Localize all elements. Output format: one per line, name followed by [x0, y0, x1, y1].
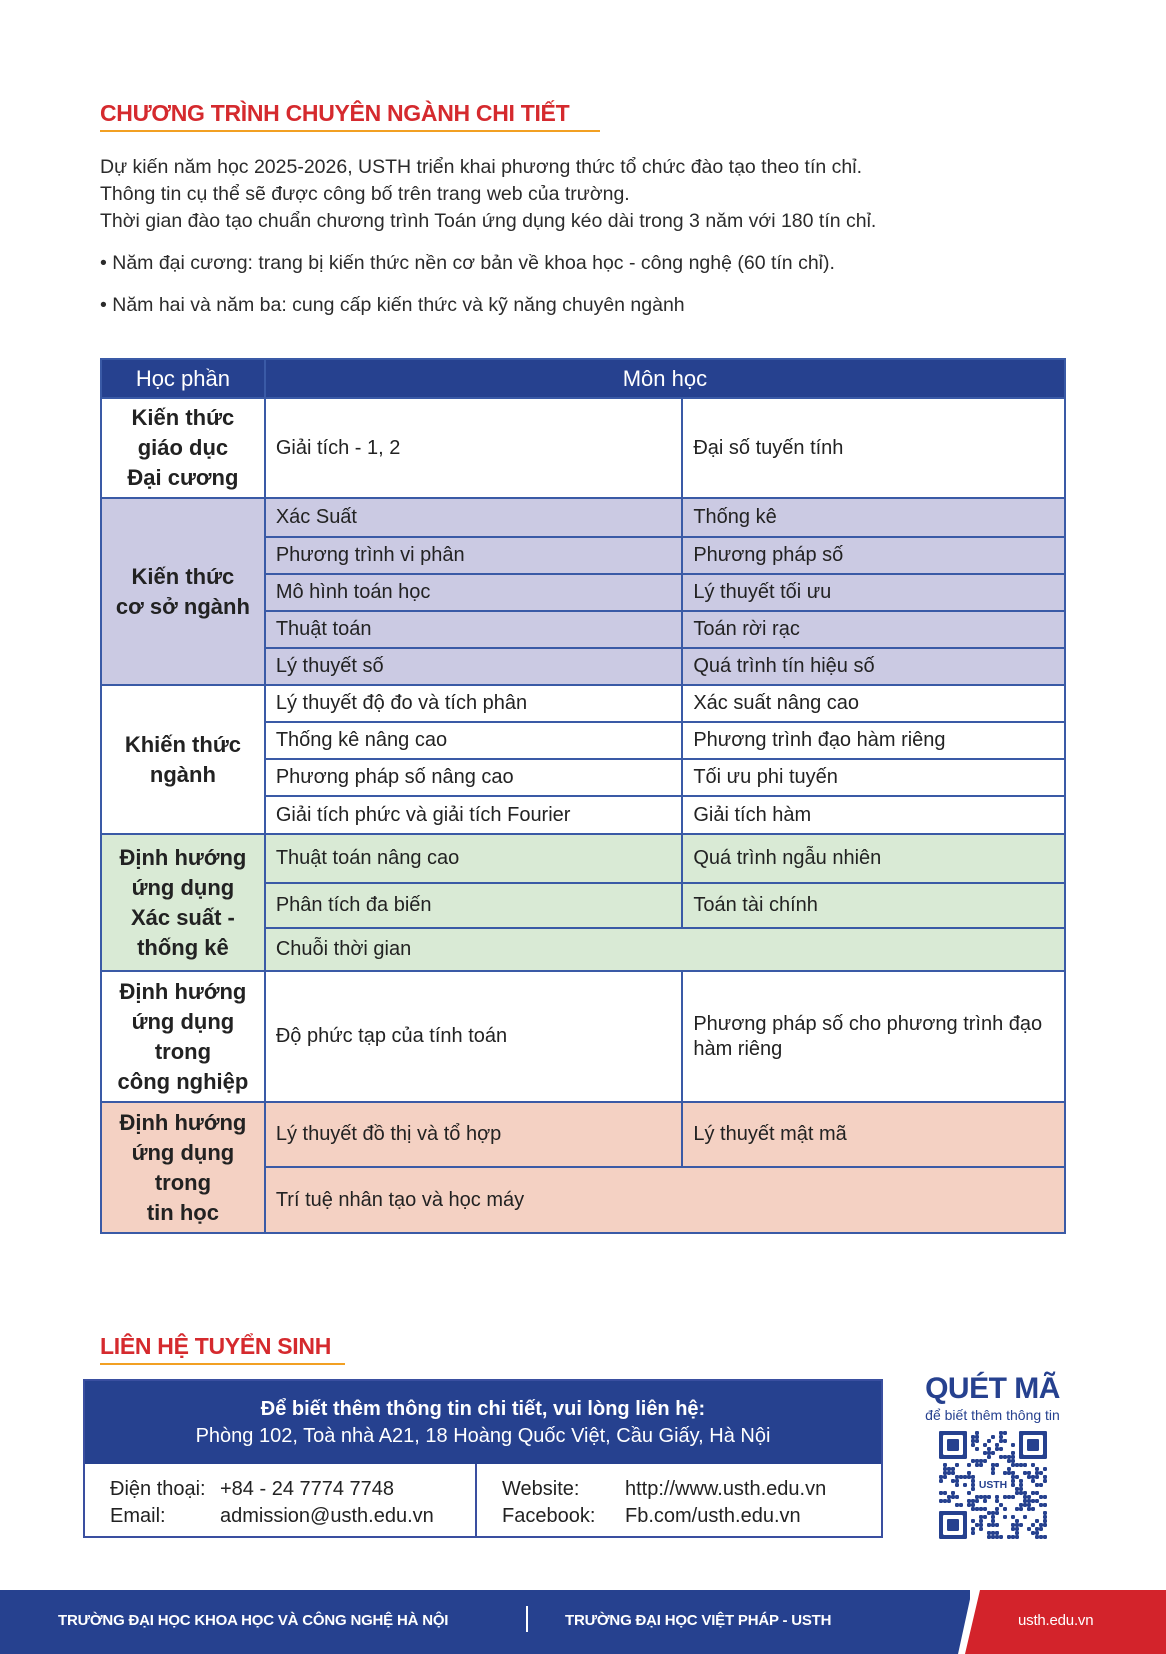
contact-box [83, 1379, 883, 1538]
table-row [101, 834, 1065, 883]
intro-text [100, 154, 876, 319]
module-group-line: Xác suất - [130, 904, 235, 930]
module-group-line: trong [154, 1038, 212, 1064]
intro-bullet: • Năm hai và năm ba: cung cấp kiến thức và kỹ năng chuyên ngành [100, 294, 685, 316]
footer-usth-name: TRƯỜNG ĐẠI HỌC VIỆT PHÁP - USTH [565, 1612, 832, 1629]
subject-cell: Phương trình đạo hàm riêng [682, 722, 1065, 759]
usth-logo-text: USTH [978, 1480, 1007, 1492]
facebook-link[interactable]: Fb.com/usth.edu.vn [625, 1505, 801, 1527]
footer-website[interactable]: usth.edu.vn [1018, 1612, 1094, 1629]
subject-cell: Lý thuyết đồ thị và tổ hợp [265, 1102, 683, 1167]
facebook-label: Facebook: [502, 1505, 596, 1527]
module-group-name [101, 1102, 265, 1233]
subject-cell: Thống kê [682, 498, 1065, 537]
module-group-name [101, 971, 265, 1102]
curriculum-section-title: CHƯƠNG TRÌNH CHUYÊN NGÀNH CHI TIẾT [100, 100, 600, 132]
footer-divider [526, 1606, 528, 1632]
subject-cell: Phương pháp số nâng cao [265, 759, 683, 796]
module-group-line: Kiến thức [131, 563, 235, 589]
subject-cell: Xác Suất [265, 498, 683, 537]
subject-cell: Xác suất nâng cao [682, 685, 1065, 722]
module-group-line: Định hướng [119, 978, 247, 1004]
contact-section-title: LIÊN HỆ TUYỂN SINH [100, 1333, 345, 1365]
subject-cell: Tối ưu phi tuyến [682, 759, 1065, 796]
curriculum-table [100, 358, 1066, 1234]
module-group-line: ứng dụng [131, 1139, 235, 1165]
phone-value[interactable]: +84 - 24 7774 7748 [220, 1478, 395, 1500]
qr-block [925, 1373, 1060, 1539]
subject-cell: Giải tích phức và giải tích Fourier [265, 796, 683, 834]
module-group-name [101, 685, 265, 834]
module-group-line: Định hướng [119, 844, 247, 870]
intro-line: Thông tin cụ thể sẽ được công bố trên trang web của trường. [100, 183, 630, 205]
subject-cell: Toán rời rạc [682, 611, 1065, 648]
email-label: Email: [110, 1505, 166, 1527]
module-group-name [101, 834, 265, 971]
subject-cell: Thuật toán [265, 611, 683, 648]
table-row [101, 1102, 1065, 1167]
contact-header [85, 1381, 881, 1464]
subject-cell: Phân tích đa biến [265, 883, 683, 928]
qr-subtitle: để biết thêm thông tin [925, 1407, 1060, 1423]
subject-cell: Phương pháp số cho phương trình đạo hàm riêng [682, 971, 1065, 1102]
table-header-row [101, 359, 1065, 398]
module-group-line: trong [154, 1169, 212, 1195]
module-group-line: ứng dụng [131, 1008, 235, 1034]
subject-cell: Toán tài chính [682, 883, 1065, 928]
subject-cell: Thuật toán nâng cao [265, 834, 683, 883]
intro-line: Thời gian đào tạo chuẩn chương trình Toán ứng dụng kéo dài trong 3 năm với 180 tín chỉ. [100, 210, 877, 232]
subject-cell: Lý thuyết mật mã [682, 1102, 1065, 1167]
subject-cell: Phương pháp số [682, 537, 1065, 574]
intro-line: Dự kiến năm học 2025-2026, USTH triển khai phương thức tổ chức đào tạo theo tín chỉ. [100, 156, 862, 178]
subject-cell: Quá trình tín hiệu số [682, 648, 1065, 685]
subject-cell: Thống kê nâng cao [265, 722, 683, 759]
module-group-line: thống kê [137, 934, 229, 960]
module-group-name [101, 398, 265, 498]
qr-title: QUÉT MÃ [925, 1372, 1060, 1405]
subject-cell: Giải tích - 1, 2 [265, 398, 683, 498]
footer-bar [0, 1590, 1166, 1654]
table-row [101, 971, 1065, 1102]
table-row [101, 398, 1065, 498]
contact-address: Phòng 102, Toà nhà A21, 18 Hoàng Quốc Việt, Cầu Giấy, Hà Nội [195, 1424, 771, 1447]
subject-cell: Độ phức tạp của tính toán [265, 971, 683, 1102]
contact-col-left [85, 1464, 477, 1536]
qr-code-icon[interactable] [939, 1431, 1047, 1539]
subject-cell: Trí tuệ nhân tạo và học máy [265, 1167, 1065, 1233]
subject-cell: Chuỗi thời gian [265, 928, 1065, 971]
contact-heading: Để biết thêm thông tin chi tiết, vui lòng liên hệ: [260, 1397, 706, 1420]
intro-bullet: • Năm đại cương: trang bị kiến thức nền cơ bản về khoa học - công nghệ (60 tín chỉ). [100, 252, 835, 274]
module-group-line: ngành [149, 761, 216, 787]
header-subjects: Môn học [265, 359, 1065, 398]
module-group-line: Định hướng [119, 1109, 247, 1135]
module-group-line: ứng dụng [131, 874, 235, 900]
module-group-line: Đại cương [127, 465, 239, 490]
footer-university-name: TRƯỜNG ĐẠI HỌC KHOA HỌC VÀ CÔNG NGHỆ HÀ NỘI [58, 1612, 449, 1629]
module-group-line: giáo dục [137, 435, 229, 460]
subject-cell: Lý thuyết độ đo và tích phân [265, 685, 683, 722]
module-group-line: Khiến thức [124, 731, 241, 757]
phone-label: Điện thoại: [110, 1478, 206, 1500]
table-row [101, 498, 1065, 537]
email-value[interactable]: admission@usth.edu.vn [220, 1505, 434, 1527]
module-group-line: cơ sở ngành [115, 593, 250, 619]
module-group-name [101, 498, 265, 685]
subject-cell: Đại số tuyến tính [682, 398, 1065, 498]
contact-details [85, 1464, 881, 1536]
website-link[interactable]: http://www.usth.edu.vn [625, 1478, 827, 1500]
header-module: Học phần [101, 359, 265, 398]
subject-cell: Lý thuyết số [265, 648, 683, 685]
subject-cell: Phương trình vi phân [265, 537, 683, 574]
module-group-line: công nghiệp [117, 1068, 249, 1094]
module-group-line: Kiến thức [131, 405, 235, 430]
subject-cell: Giải tích hàm [682, 796, 1065, 834]
contact-col-right [477, 1464, 826, 1536]
subject-cell: Lý thuyết tối ưu [682, 574, 1065, 611]
subject-cell: Quá trình ngẫu nhiên [682, 834, 1065, 883]
website-label: Website: [502, 1478, 580, 1500]
subject-cell: Mô hình toán học [265, 574, 683, 611]
module-group-line: tin học [146, 1199, 219, 1225]
table-row [101, 685, 1065, 722]
